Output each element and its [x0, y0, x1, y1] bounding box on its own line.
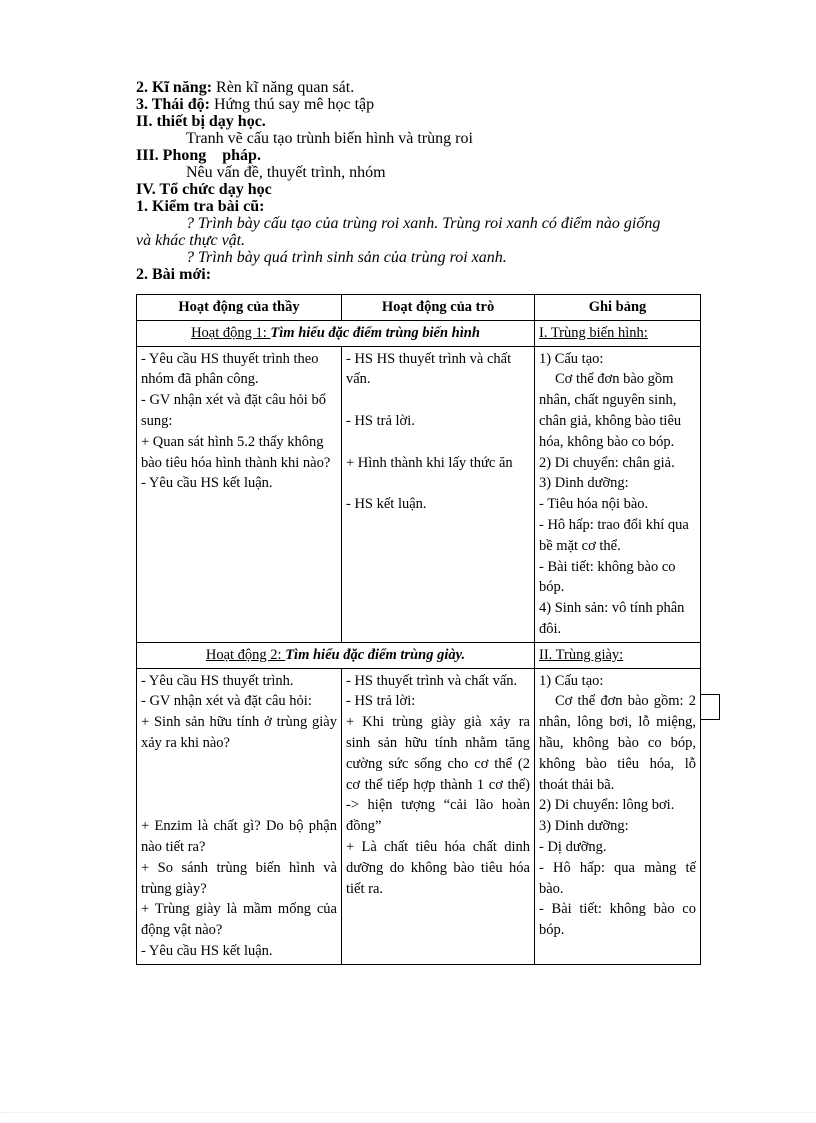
- list-item: + Enzim là chất gì? Do bộ phận nào tiết ra?: [141, 818, 337, 855]
- list-item: - GV nhận xét và đặt câu hỏi:: [141, 693, 312, 710]
- list-item: Cơ thể đơn bào gồm nhân, chất nguyên sinh, chân giả, không bào tiêu hóa, không bào co bóp.: [539, 371, 682, 450]
- activity-1-title-row: [137, 320, 701, 346]
- review-question-1: ? Trình bày cấu tạo của trùng roi xanh. Trùng roi xanh có điểm nào giống: [186, 215, 661, 232]
- list-item: + Sinh sản hữu tính ở trùng giày xảy ra khi nào?: [141, 714, 337, 751]
- activity-2-content-row: [137, 668, 701, 964]
- review-question-1-cont: và khác thực vật.: [136, 232, 246, 249]
- list-item: + Trùng giày là mầm mống của động vật nào?: [141, 901, 337, 939]
- method-heading: III. Phong pháp.: [136, 147, 261, 164]
- list-item: 2) Di chuyển: chân giả.: [539, 454, 675, 471]
- list-item: - Hô hấp: trao đổi khí qua bề mặt cơ thể.: [539, 516, 689, 554]
- list-item: - Dị dưỡng.: [539, 838, 607, 855]
- new-lesson-heading: 2. Bài mới:: [136, 266, 212, 283]
- list-item: 1) Cấu tạo:: [539, 350, 604, 367]
- header-student: Hoạt động của trò: [342, 295, 535, 321]
- lesson-table: [136, 294, 701, 965]
- list-item: 1) Cấu tạo:: [539, 672, 604, 689]
- list-item: + Quan sát hình 5.2 thấy không bào tiêu hóa hình thành khi nào?: [141, 433, 331, 471]
- list-item: - HS HS thuyết trình và chất vấn.: [346, 350, 512, 388]
- list-item: - Tiêu hóa nội bào.: [539, 496, 649, 513]
- activity-1-title: Hoạt động 1: Tìm hiểu đặc điểm trùng biến hình: [137, 320, 535, 346]
- list-item: - HS trả lời:: [346, 693, 416, 710]
- list-item: 2) Di chuyển: lông bơi.: [539, 797, 675, 814]
- list-item: - HS kết luận.: [346, 496, 427, 513]
- list-item: 4) Sinh sản: vô tính phân đôi.: [539, 600, 685, 637]
- list-item: - HS thuyết trình và chất vấn.: [346, 672, 518, 689]
- activity-2-teacher: [137, 668, 342, 964]
- header-notes: Ghi bảng: [535, 295, 701, 321]
- attitude-line: 3. Thái độ: Hứng thú say mê học tập: [136, 96, 375, 113]
- table-border-fragment: [700, 694, 720, 720]
- activity-1-note-title: I. Trùng biến hình:: [535, 320, 701, 346]
- list-item: 3) Dinh dưỡng:: [539, 475, 629, 492]
- activity-2-note-title: II. Trùng giày:: [535, 642, 701, 668]
- header-teacher: Hoạt động của thầy: [137, 295, 342, 321]
- activity-1-teacher: [137, 346, 342, 642]
- table-header-row: [137, 295, 701, 321]
- list-item: + Là chất tiêu hóa chất dinh dưỡng do không bào tiêu hóa tiết ra.: [346, 838, 530, 897]
- list-item: + So sánh trùng biến hình và trùng giày?: [141, 859, 337, 897]
- list-item: + Hình thành khi lấy thức ăn: [346, 454, 513, 471]
- skill-line: 2. Kĩ năng: Rèn kĩ năng quan sát.: [136, 79, 355, 96]
- equipment-heading: II. thiết bị dạy học.: [136, 113, 266, 130]
- list-item: - HS trả lời.: [346, 412, 415, 429]
- list-item: - Yêu cầu HS kết luận.: [141, 475, 273, 492]
- activity-1-notes: [535, 346, 701, 642]
- method-text: Nêu vấn đề, thuyết trình, nhóm: [186, 164, 386, 181]
- list-item: 3) Dinh dưỡng:: [539, 818, 629, 835]
- activity-1-content-row: [137, 346, 701, 642]
- list-item: - Hô hấp: qua màng tế bào.: [539, 859, 696, 897]
- review-heading: 1. Kiểm tra bài cũ:: [136, 198, 265, 215]
- list-item: - Bài tiết: không bào co bóp.: [539, 901, 696, 939]
- page-divider: [0, 1112, 816, 1113]
- review-question-2: ? Trình bày quá trình sinh sản của trùng roi xanh.: [186, 249, 507, 266]
- list-item: + Khi trùng giày già xảy ra sinh sản hữu tính nhằm tăng cường sức sống cho cơ thể (2 cơ thể tiếp hợp thành 1 cơ thể) -> hiện tượng “cải lão hoàn đồng”: [346, 714, 530, 835]
- list-item: - Yêu cầu HS kết luận.: [141, 942, 273, 959]
- equipment-text: Tranh vẽ cấu tạo trùnh biến hình và trùng roi: [186, 130, 473, 147]
- activity-1-student: [342, 346, 535, 642]
- list-item: - Yêu cầu HS thuyết trình theo nhóm đã phân công.: [141, 350, 319, 388]
- activity-2-title: Hoạt động 2: Tìm hiểu đặc điểm trùng giày.: [137, 642, 535, 668]
- activity-2-notes: [535, 668, 701, 964]
- organization-heading: IV. Tổ chức dạy học: [136, 181, 272, 198]
- list-item: - Bài tiết: không bào co bóp.: [539, 558, 676, 596]
- activity-2-title-row: [137, 642, 701, 668]
- list-item: - GV nhận xét và đặt câu hỏi bổ sung:: [141, 392, 326, 429]
- list-item: Cơ thể đơn bào gồm: 2 nhân, lông bơi, lỗ miệng, hầu, không bào co bóp, không bào tiêu hóa, lỗ thoát thải bã.: [539, 693, 696, 793]
- list-item: - Yêu cầu HS thuyết trình.: [141, 672, 294, 689]
- activity-2-student: [342, 668, 535, 964]
